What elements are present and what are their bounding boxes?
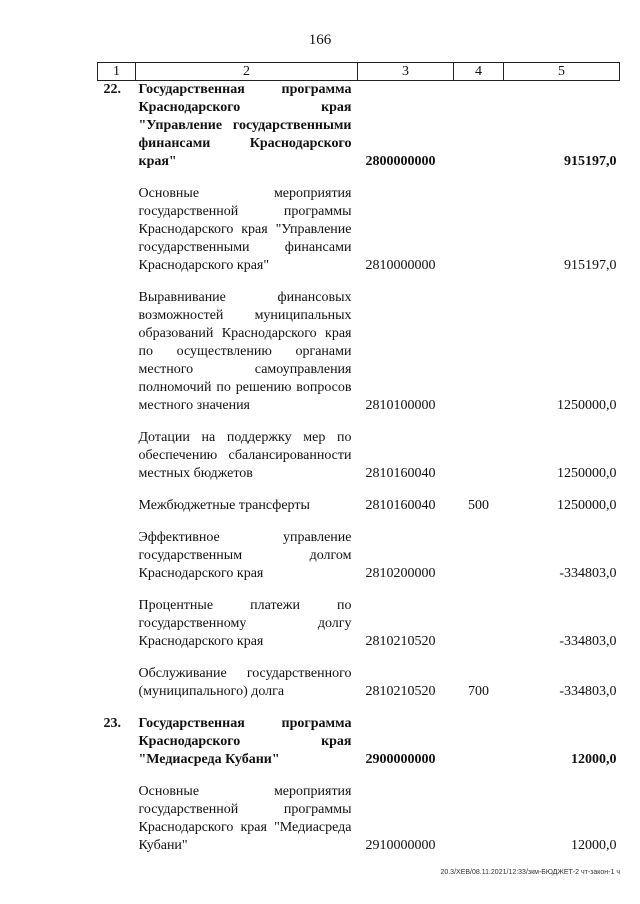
- header-col-2: 2: [136, 63, 358, 81]
- row-code: 2810210520: [365, 684, 436, 699]
- row-expense-type: [454, 529, 504, 583]
- row-expense-type: [454, 783, 504, 855]
- row-code: 2810100000: [365, 398, 436, 413]
- table-row: [98, 185, 620, 275]
- row-expense-type: [454, 715, 504, 769]
- row-description: Обслуживание государственного (муниципального) долга: [138, 666, 352, 699]
- table-row: [98, 81, 620, 172]
- table-row: [98, 783, 620, 855]
- row-amount: 12000,0: [571, 838, 617, 853]
- table-row: [98, 665, 620, 701]
- row-number: [98, 289, 136, 415]
- row-description: Эффективное управление государственным долгом Краснодарского края: [138, 530, 352, 581]
- row-description: Процентные платежи по государственному долгу Краснодарского края: [138, 598, 352, 649]
- header-col-3: 3: [358, 63, 454, 81]
- row-number: 23.: [103, 716, 121, 731]
- row-expense-type: 500: [468, 498, 489, 513]
- row-description: Дотации на поддержку мер по обеспечению сбалансированности местных бюджетов: [138, 430, 352, 481]
- row-number: 22.: [103, 82, 121, 97]
- row-amount: 1250000,0: [557, 466, 617, 481]
- table-row: [98, 529, 620, 583]
- row-amount: 1250000,0: [557, 498, 617, 513]
- row-number: [98, 783, 136, 855]
- header-col-4: 4: [454, 63, 504, 81]
- row-code: 2810160040: [365, 466, 436, 481]
- header-col-1: 1: [98, 63, 136, 81]
- header-col-5: 5: [504, 63, 620, 81]
- row-number: [98, 665, 136, 701]
- table-row: [98, 429, 620, 483]
- table-row: [98, 289, 620, 415]
- row-amount: 915197,0: [564, 154, 617, 169]
- row-expense-type: [454, 185, 504, 275]
- row-code: 2800000000: [365, 154, 436, 169]
- row-amount: 12000,0: [571, 752, 617, 767]
- row-expense-type: [454, 289, 504, 415]
- row-expense-type: [454, 597, 504, 651]
- row-description: Государственная программа Краснодарского края "Медиасреда Кубани": [138, 716, 352, 767]
- budget-table: [97, 62, 620, 855]
- row-number: [98, 185, 136, 275]
- row-amount: -334803,0: [559, 566, 617, 581]
- row-code: 2900000000: [365, 752, 436, 767]
- row-amount: -334803,0: [559, 684, 617, 699]
- row-expense-type: [454, 429, 504, 483]
- row-expense-type: [454, 81, 504, 172]
- row-code: 2810000000: [365, 258, 436, 273]
- row-code: 2810160040: [365, 498, 436, 513]
- table-row: [98, 715, 620, 769]
- document-stamp: 20.3/ХЕВ/08.11.2021/12:33/зкм-БЮДЖЕТ-2 чт-закон-1 ч: [440, 869, 620, 876]
- row-expense-type: 700: [468, 684, 489, 699]
- row-number: [98, 429, 136, 483]
- row-number: [98, 597, 136, 651]
- row-code: 2910000000: [365, 838, 436, 853]
- row-number: [98, 529, 136, 583]
- row-amount: -334803,0: [559, 634, 617, 649]
- row-description: Выравнивание финансовых возможностей муниципальных образований Краснодарского края по осуществлению органами местного самоуправления полномочий по решению вопросов местного значения: [138, 290, 352, 413]
- table-row: [98, 497, 620, 515]
- row-code: 2810210520: [365, 634, 436, 649]
- row-code: 2810200000: [365, 566, 436, 581]
- row-amount: 915197,0: [564, 258, 617, 273]
- row-description: Государственная программа Краснодарского края "Управление государственными финансами Краснодарского края": [138, 82, 352, 169]
- row-description: Основные мероприятия государственной программы Краснодарского края "Управление государственными финансами Краснодарского края": [138, 186, 352, 273]
- row-amount: 1250000,0: [557, 398, 617, 413]
- row-number: [98, 497, 136, 515]
- table-header: [98, 63, 620, 81]
- row-description: Основные мероприятия государственной программы Краснодарского края "Медиасреда Кубани": [138, 784, 352, 853]
- page-number: 166: [308, 32, 332, 48]
- header-row: [98, 63, 620, 81]
- table-row: [98, 597, 620, 651]
- row-description: Межбюджетные трансферты: [138, 498, 310, 513]
